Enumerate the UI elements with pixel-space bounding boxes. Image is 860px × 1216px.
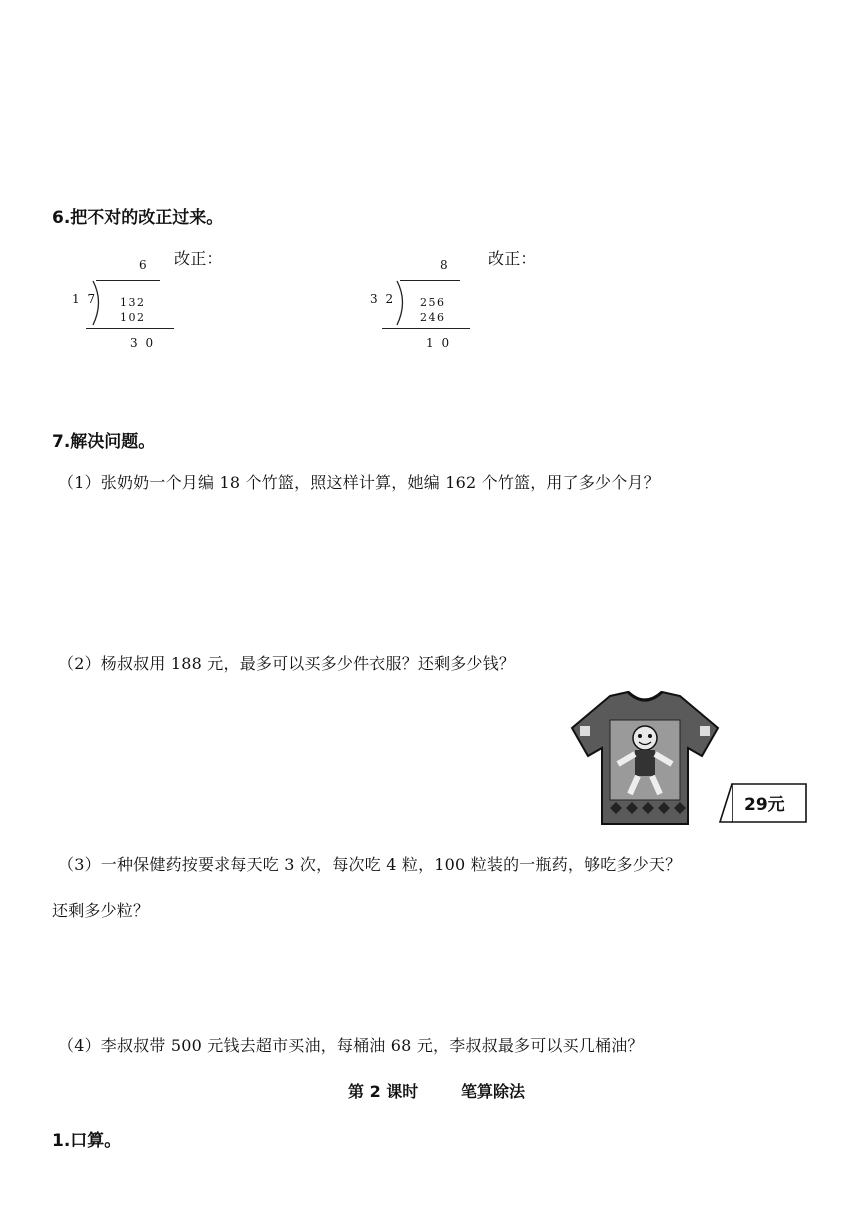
dividend: 132: [120, 296, 146, 309]
problem-3-line-2: 还剩多少粒？: [52, 901, 150, 920]
price-tag: 29元: [744, 795, 785, 815]
divisor: 3 2: [370, 292, 396, 306]
fix-label-right: 改正：: [488, 249, 537, 268]
problem-2: （2）杨叔叔用 188 元，最多可以买多少件衣服？还剩多少钱？: [58, 654, 516, 673]
tshirt-image: [570, 690, 720, 830]
division-bracket: [394, 280, 408, 326]
divisor: 1 7: [72, 292, 98, 306]
question-6-title: 6.把不对的改正过来。: [52, 208, 224, 228]
division-right: [362, 250, 492, 350]
remainder: 1 0: [426, 336, 452, 350]
question-7-title: 7.解决问题。: [52, 432, 156, 452]
product: 102: [120, 311, 146, 324]
problem-4: （4）李叔叔带 500 元钱去超市买油，每桶油 68 元，李叔叔最多可以买几桶油？: [58, 1036, 644, 1055]
quotient: 8: [440, 258, 450, 272]
quotient: 6: [139, 258, 149, 272]
dividend: 256: [420, 296, 446, 309]
question-1-title: 1.口算。: [52, 1131, 122, 1151]
product: 246: [420, 311, 446, 324]
lesson-name: 笔算除法: [461, 1082, 526, 1101]
remainder: 3 0: [130, 336, 156, 350]
fix-label-left: 改正：: [174, 249, 223, 268]
problem-1: （1）张奶奶一个月编 18 个竹篮，照这样计算，她编 162 个竹篮，用了多少个月？: [58, 473, 660, 492]
division-left: [60, 250, 190, 350]
lesson-number: 第 2 课时: [348, 1082, 419, 1101]
problem-3-line-1: （3）一种保健药按要求每天吃 3 次，每次吃 4 粒，100 粒装的一瓶药，够吃多少天？: [58, 855, 682, 874]
